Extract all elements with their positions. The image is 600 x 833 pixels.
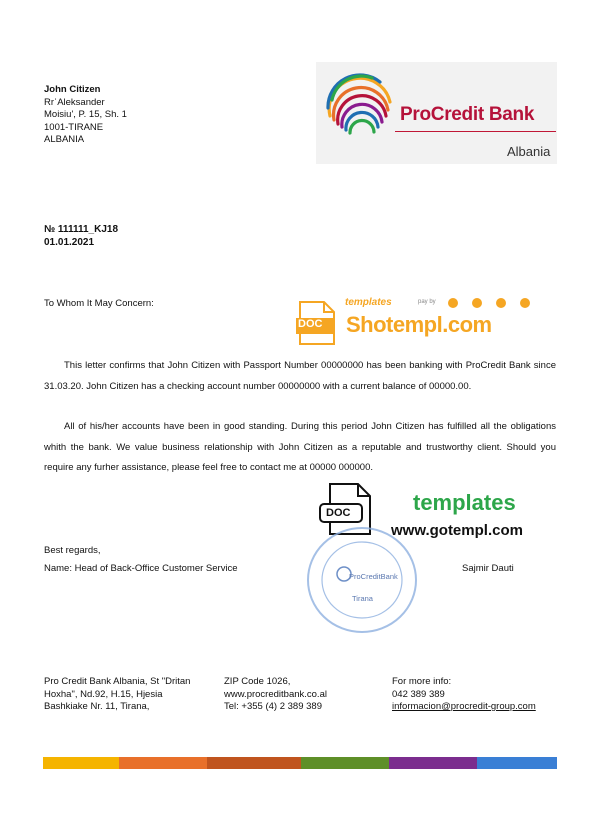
color-bar-segment — [119, 757, 207, 769]
reference-number: № 111111_KJ18 — [44, 224, 119, 235]
stamp-city: Tirana — [352, 594, 373, 603]
logo-divider — [395, 131, 556, 132]
color-bar-segment — [207, 757, 301, 769]
signatory-title: Name: Head of Back-Office Customer Service — [44, 563, 238, 574]
recipient-address — [44, 84, 127, 147]
closing-regards: Best regards, — [44, 545, 101, 556]
footer-contact — [224, 676, 327, 714]
footer-website-link[interactable]: www.procreditbank.co.al — [224, 688, 327, 700]
payment-coins-icon — [447, 297, 537, 309]
letter-paragraph: All of his/her accounts have been in good standing. During this period John Citizen has fulfilled all the obligations whith the bank. We value business relationship with John Citizen as a reputable and trustworthy client. Should you require any furher assistance, please feel free to contact me at 00000 000000. — [44, 421, 556, 473]
signatory-name: Sajmir Dauti — [462, 563, 514, 574]
recipient-name: John Citizen — [44, 84, 101, 95]
footer-line: Pro Credit Bank Albania, St "Dritan — [44, 676, 191, 687]
procredit-rainbow-icon — [320, 70, 400, 150]
footer-line: Hoxha", Nd.92, H.15, Hjesia — [44, 688, 163, 700]
greeting: To Whom It May Concern: — [44, 298, 154, 309]
reference-block — [44, 223, 118, 249]
color-bar-segment — [477, 757, 557, 769]
footer-line: ZIP Code 1026, — [224, 676, 291, 687]
color-bar-segment — [43, 757, 119, 769]
footer-line: For more info: — [392, 676, 452, 687]
footer-more-info — [392, 676, 536, 714]
watermark-templates: templates — [413, 490, 516, 515]
footer-line: Bashkiake Nr. 11, Tirana, — [44, 701, 150, 712]
footer-line: Tel: +355 (4) 2 389 389 — [224, 701, 322, 712]
letter-paragraph: This letter confirms that John Citizen with Passport Number 00000000 has been banking with ProCredit Bank since 31.03.20. John Citizen has a checking account number 00000000 with a current balance of 00000.00. — [44, 360, 556, 392]
reference-date: 01.01.2021 — [44, 237, 95, 248]
footer-phone: 042 389 389 — [392, 688, 445, 700]
stamp-bank-name: ProCreditBank — [349, 572, 398, 581]
address-line: ALBANIA — [44, 134, 85, 145]
color-bar-segment — [301, 757, 389, 769]
footer-address — [44, 676, 190, 714]
doc-label: DOC — [298, 318, 323, 330]
color-bar-segment — [389, 757, 477, 769]
address-line: 1001-TIRANE — [44, 121, 104, 133]
watermark-templates-small: templates — [345, 297, 392, 308]
watermark-shotempl: Shotempl.com — [346, 312, 492, 337]
footer-email-link[interactable]: informacion@procredit-group.com — [392, 701, 536, 712]
doc-label: DOC — [326, 507, 351, 519]
address-line: RrʿAleksander — [44, 96, 105, 108]
bank-logo-name: ProCredit Bank — [400, 104, 535, 125]
address-line: Moisiu', P. 15, Sh. 1 — [44, 109, 127, 120]
bank-logo-country: Albania — [507, 144, 551, 159]
watermark-gotempl: www.gotempl.com — [391, 522, 523, 539]
watermark-pay-by: pay by — [418, 299, 436, 305]
